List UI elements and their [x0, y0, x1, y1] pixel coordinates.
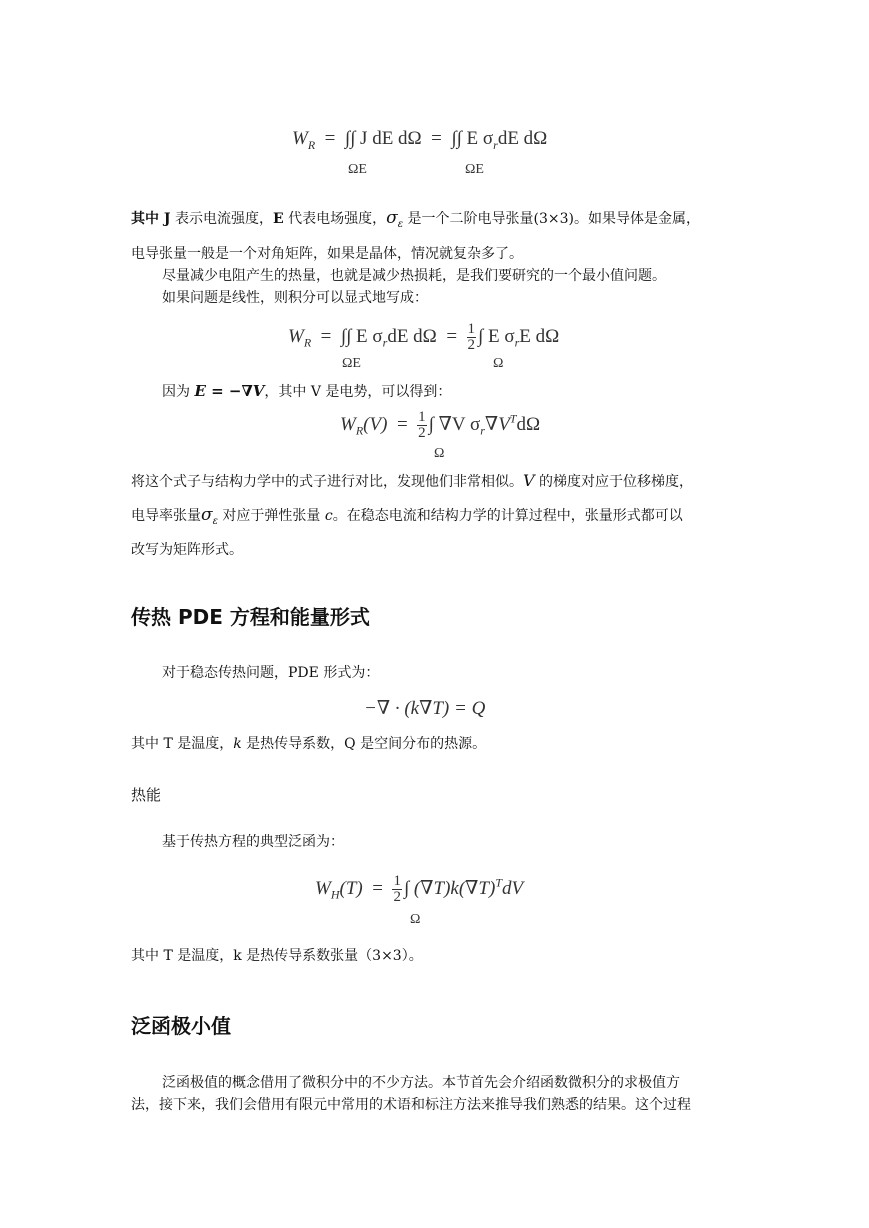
- section-heading-functional-minimum: 泛函极小值: [131, 1014, 231, 1038]
- paragraph-comparison: 将这个式子与结构力学中的式子进行对比，发现他们非常相似。V 的梯度对应于位移梯度，: [131, 471, 694, 490]
- eq2-limits-b: Ω: [493, 356, 504, 371]
- paragraph-temperature: 其中 T 是温度，k 是热传导系数，Q 是空间分布的热源。: [131, 736, 487, 752]
- eq5-limit: Ω: [410, 912, 421, 927]
- equation-work-voltage: $W_R(V)$ = $\frac{1}{2}$ ∫ ∇V $\sigma_r\nabla V^Td\Omega$: [340, 409, 541, 441]
- eq1-limits-a: ΩE: [348, 162, 367, 177]
- eq5-fraction: $\frac{1}{2}$: [393, 873, 401, 905]
- paragraph-linear: 如果问题是线性，则积分可以显式地写成：: [162, 290, 428, 306]
- paragraph-steady-heat: 对于稳态传热问题，PDE 形式为：: [162, 665, 380, 681]
- paragraph-current-density-line2: 电导张量一般是一个对角矩阵，如果是晶体，情况就复杂多了。: [131, 246, 523, 262]
- paragraph-potential: 因为 E = −∇V，其中 V 是电势，可以得到：: [162, 382, 452, 400]
- equation-heat-pde: −∇ · (k∇T) = Q: [364, 698, 486, 719]
- eq2-limits-a: ΩE: [342, 356, 361, 371]
- eq3-limit: Ω: [434, 446, 445, 461]
- equation-work-resistance-2: $W_R$ = ∫∫ E $\sigma_rdE$ dΩ = $\frac{1}{2}$ ∫ E $\sigma_rE$ dΩ: [288, 321, 560, 353]
- paragraph-extremum-line1: 泛函极值的概念借用了微积分中的不少方法。本节首先会介绍函数微积分的求极值方: [162, 1075, 680, 1091]
- eq3-fraction: $\frac{1}{2}$: [418, 409, 426, 441]
- paragraph-current-density: 其中 J 表示电流强度，E 代表电场强度，$\sigma_\varepsilon$ 是一个二阶电导张量(3×3)。如果导体是金属，: [131, 208, 700, 230]
- section-heading-heat-pde: 传热 PDE 方程和能量形式: [131, 605, 370, 629]
- equation-work-resistance-1: $W_R$ = ∫∫ J dE dΩ = ∫∫ E $\sigma_rdE$ dΩ: [292, 128, 548, 152]
- paragraph-extremum-line2: 法，接下来，我们会借用有限元中常用的术语和标注方法来推导我们熟悉的结果。这个过程: [131, 1097, 691, 1113]
- paragraph-conductivity-tensor: 其中 T 是温度，k 是热传导系数张量（3×3）。: [131, 948, 423, 964]
- eq2-fraction: $\frac{1}{2}$: [467, 321, 476, 353]
- paragraph-heat-loss: 尽量减少电阻产生的热量，也就是减少热损耗，是我们要研究的一个最小值问题。: [162, 268, 666, 284]
- paragraph-comparison-line2: 电导率张量$\sigma_\varepsilon$ 对应于弹性张量 c。在稳态电流和结构力学的计算过程中，张量形式都可以: [131, 505, 683, 527]
- eq1-limits-b: ΩE: [465, 162, 484, 177]
- paragraph-typical-functional: 基于传热方程的典型泛函为：: [162, 834, 344, 850]
- subsection-heading-thermal-energy: 热能: [131, 786, 162, 804]
- paragraph-comparison-line3: 改写为矩阵形式。: [131, 542, 243, 558]
- equation-heat-functional: $W_H(T)$ = $\frac{1}{2}$ ∫ $(\nabla T)k(\nabla T)^TdV$: [315, 873, 524, 905]
